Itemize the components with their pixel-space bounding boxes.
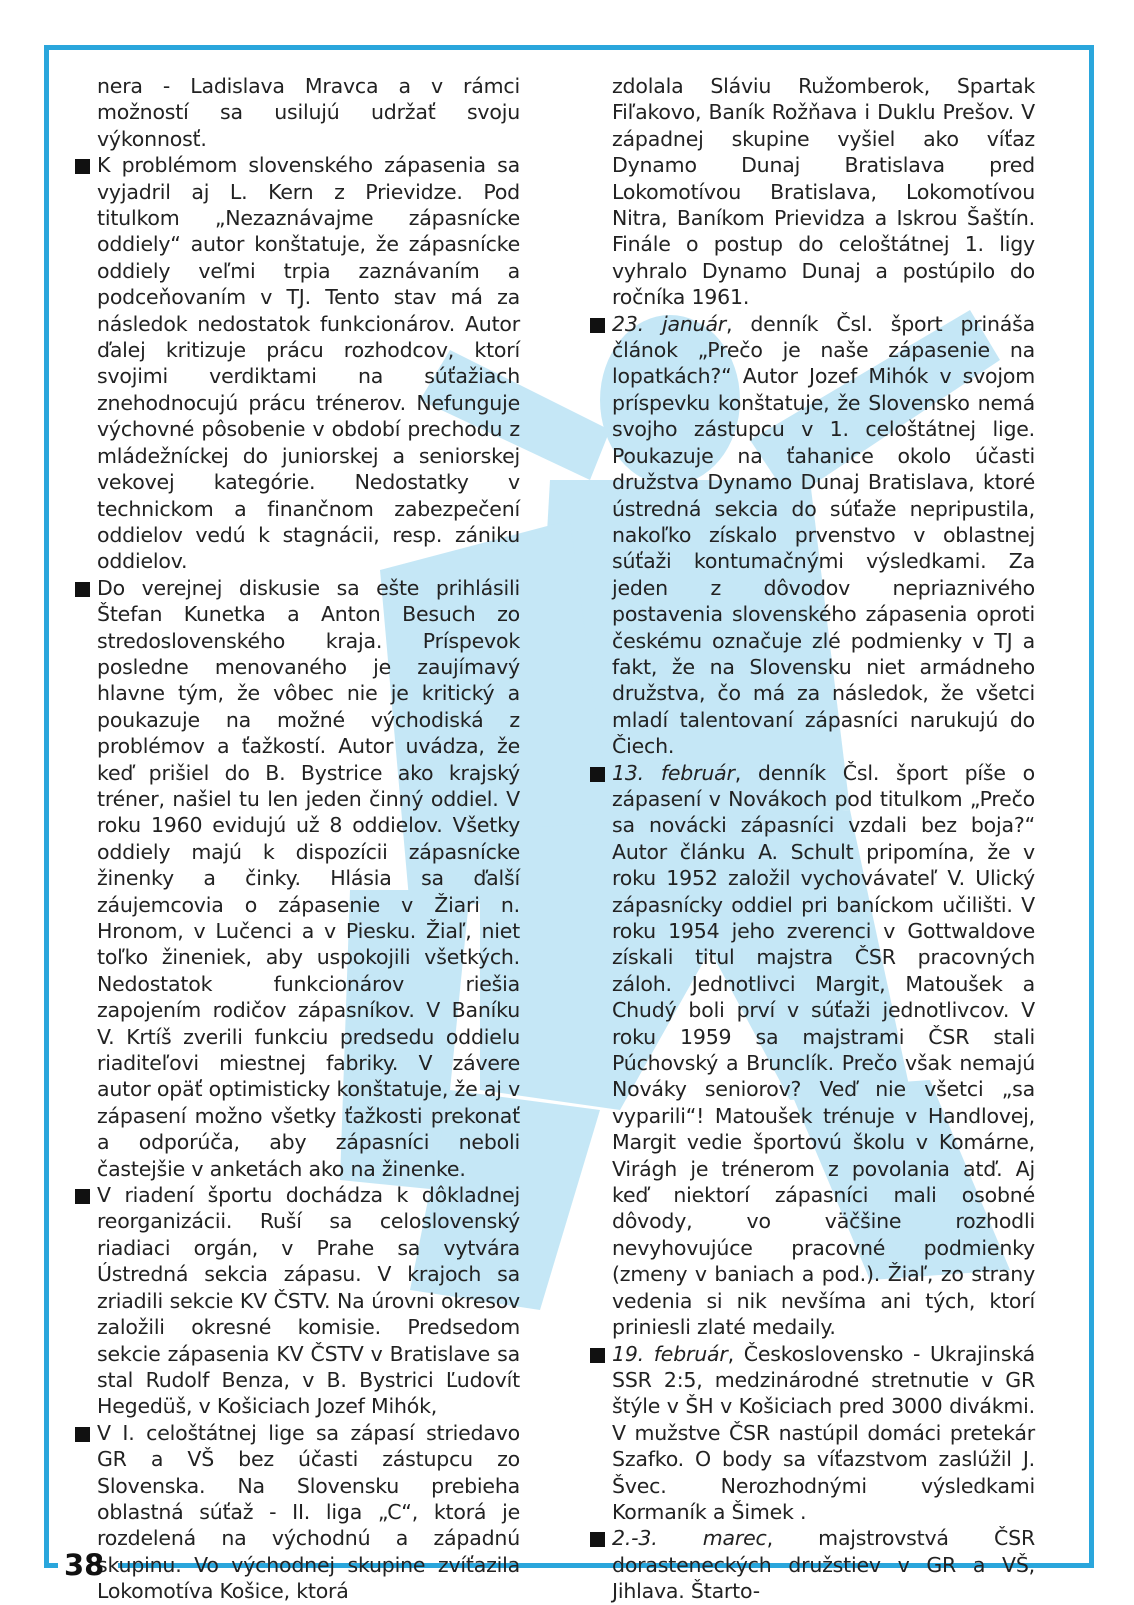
left-column [75,73,520,1605]
list-item [75,575,520,1182]
entry-date: 23. január [612,311,727,336]
entry-date: 2.-3. marec [612,1526,767,1551]
entry-date: 19. február [612,1341,728,1366]
square-bullet-icon [75,1189,90,1204]
square-bullet-icon [590,1532,605,1547]
list-item [590,311,1035,760]
right-continuation-text: zdolala Sláviu Ružomberok, Spartak Fiľakovo, Baník Rožňava i Duklu Prešov. V západnej skupine vyšiel ako víťaz Dynamo Dunaj Bratislava pred Lokomotívou Bratislava, Lokomotívou Nitra, Baníkom Prievidza a Iskrou Šaštín. Finále o postup do celoštátnej 1. ligy vyhralo Dynamo Dunaj a postúpilo do ročníka 1961. [612,74,1035,310]
left-continuation-text: nera - Ladislava Mravca a v rámci možností sa usilujú udržať svoju výkonnosť. [97,74,520,151]
square-bullet-icon [590,767,605,782]
list-item [590,760,1035,1341]
square-bullet-icon [75,1427,90,1442]
list-item [590,1341,1035,1526]
entry-text: , Československo - Ukrajinská SSR 2:5, medzinárodné stretnutie v GR štýle v ŠH v Košiciach pred 3000 divákmi. V mužstve ČSR nastúpil domáci pretekár Szafko. O body sa víťazstvom zaslúžil J. Švec. Nerozhodnými výsledkami Kormaník a Šimek . [612,1341,1035,1524]
square-bullet-icon [590,318,605,333]
entry-date: 13. február [612,760,735,785]
list-item [590,1525,1035,1604]
frame-bottom-left-rule [44,1563,58,1568]
entry-text: , majstrovstvá ČSR dorasteneckých družstiev v GR a VŠ, Jihlava. Štarto- [612,1526,1035,1604]
square-bullet-icon [75,159,90,174]
entry-text: , denník Čsl. šport píše o zápasení v Novákoch pod titulkom „Prečo sa novácki zápasníci vzdali bez boja?“ Autor článku A. Schult pripomína, že v roku 1952 založil vychovávateľ V. Ulický zápasnícky oddiel pri baníckom učilišti. V roku 1954 jeho zverenci v Gottwaldove získali titul majstra ČSR pracovných záloh. Jednotlivci Margit, Matoušek a Chudý boli prví v súťaži jednotlivcov. V roku 1959 sa majstrami ČSR stali Púchovský a Brunclík. Prečo však nemajú Nováky seniorov? Veď nie všetci „sa vyparili“! Matoušek trénuje v Handlovej, Margit vedie športovú školu v Komárne, Virágh je trénerom z povolania atď. Aj keď niektorí zápasníci mali osobné dôvody, vo väčšine rozhodli nevyhovujúce pracovné podmienky (zmeny v baniach a pod.). Žiaľ, zo strany vedenia si nik nevšíma ani tých, ktorí priniesli zlaté medaily. [612,760,1036,1340]
list-item [75,1182,520,1420]
entry-text: K problémom slovenského zápasenia sa vyjadril aj L. Kern z Prievidze. Pod titulkom „Nezaznávajme zápasnícke oddiely“ autor konštatuje, že zápasnícke oddiely veľmi trpia zaznávaním a podceňovaním v TJ. Tento stav má za následok nedostatok funkcionárov. Autor ďalej kritizuje prácu rozhodcov, ktorí svojimi verdiktami na súťažiach znehodnocujú prácu trénerov. Nefunguje výchovné pôsobenie v období prechodu z mládežníckej do juniorskej a seniorskej vekovej kategórie. Nedostatky v technickom a finančnom zabezpečení oddielov vedú k stagnácii, resp. zániku oddielov. [97,153,520,574]
square-bullet-icon [590,1348,605,1363]
entry-text: , denník Čsl. šport prináša článok „Prečo je naše zápasenie na lopatkách?“ Autor Jozef Mihók v svojom príspevku konštatuje, že Slovensko nemá svojho zástupcu v 1. celoštátnej lige. Poukazuje na ťahanice okolo účasti družstva Dynamo Dunaj Bratislava, ktoré ústredná sekcia do súťaže nepripustila, nakoľko získalo prvenstvo v oblastnej súťaži kontumačnými výsledkami. Za jeden z dôvodov nepriaznivého postavenia slovenského zápasenia oproti českému označuje zlé podmienky v TJ a fakt, že na Slovensku niet armádneho družstva, čo má za následok, že všetci mladí talentovaní zápasníci narukujú do Čiech. [612,311,1035,759]
entry-text: V I. celoštátnej lige sa zápasí striedavo GR a VŠ bez účasti zástupcu zo Slovenska. Na Slovensku prebieha oblastná súťaž - II. liga „C“, ktorá je rozdelená na východnú a západnú skupinu. Vo východnej skupine zvíťazila Lokomotíva Košice, ktorá [97,1420,520,1604]
square-bullet-icon [75,582,90,597]
list-item [75,152,520,575]
entry-text: Do verejnej diskusie sa ešte prihlásili Štefan Kunetka a Anton Besuch zo stredoslovenského kraja. Príspevok posledne menovaného je zaujímavý hlavne tým, že vôbec nie je kritický a poukazuje na možné východiská z problémov a ťažkostí. Autor uvádza, že keď prišiel do B. Bystrice ako krajský tréner, našiel tu len jeden činný oddiel. V roku 1960 evidujú už 8 oddielov. Všetky oddiely majú k dispozícii zápasnícke žinenky a činky. Hlásia sa ďalší záujemcovia o zápasenie v Žiari n. Hronom, v Lučenci a v Piesku. Žiaľ, niet toľko žineniek, aby uspokojili všetkých. Nedostatok funkcionárov riešia zapojením rodičov zápasníkov. V Baníku V. Krtíš zverili funkciu predsedu oddielu riaditeľovi miestnej fabriky. V závere autor opäť optimisticky konštatuje, že aj v zápasení možno všetky ťažkosti prekonať a odporúča, aby zápasníci neboli častejšie v anketách ako na žinenke. [97,575,520,1181]
list-item [75,1420,520,1605]
page-number: 38 [64,1548,105,1582]
entry-text: V riadení športu dochádza k dôkladnej reorganizácii. Ruší sa celoslovenský riadiaci orgán, v Prahe sa vytvára Ústredná sekcia zápasu. V krajoch sa zriadili sekcie KV ČSTV. Na úrovni okresov založili okresné komisie. Predsedom sekcie zápasenia KV ČSTV v Bratislave sa stal Rudolf Benza, v B. Bystrici Ľudovít Hegedüš, v Košiciach Jozef Mihók, [97,1183,520,1419]
right-column [590,73,1035,1605]
